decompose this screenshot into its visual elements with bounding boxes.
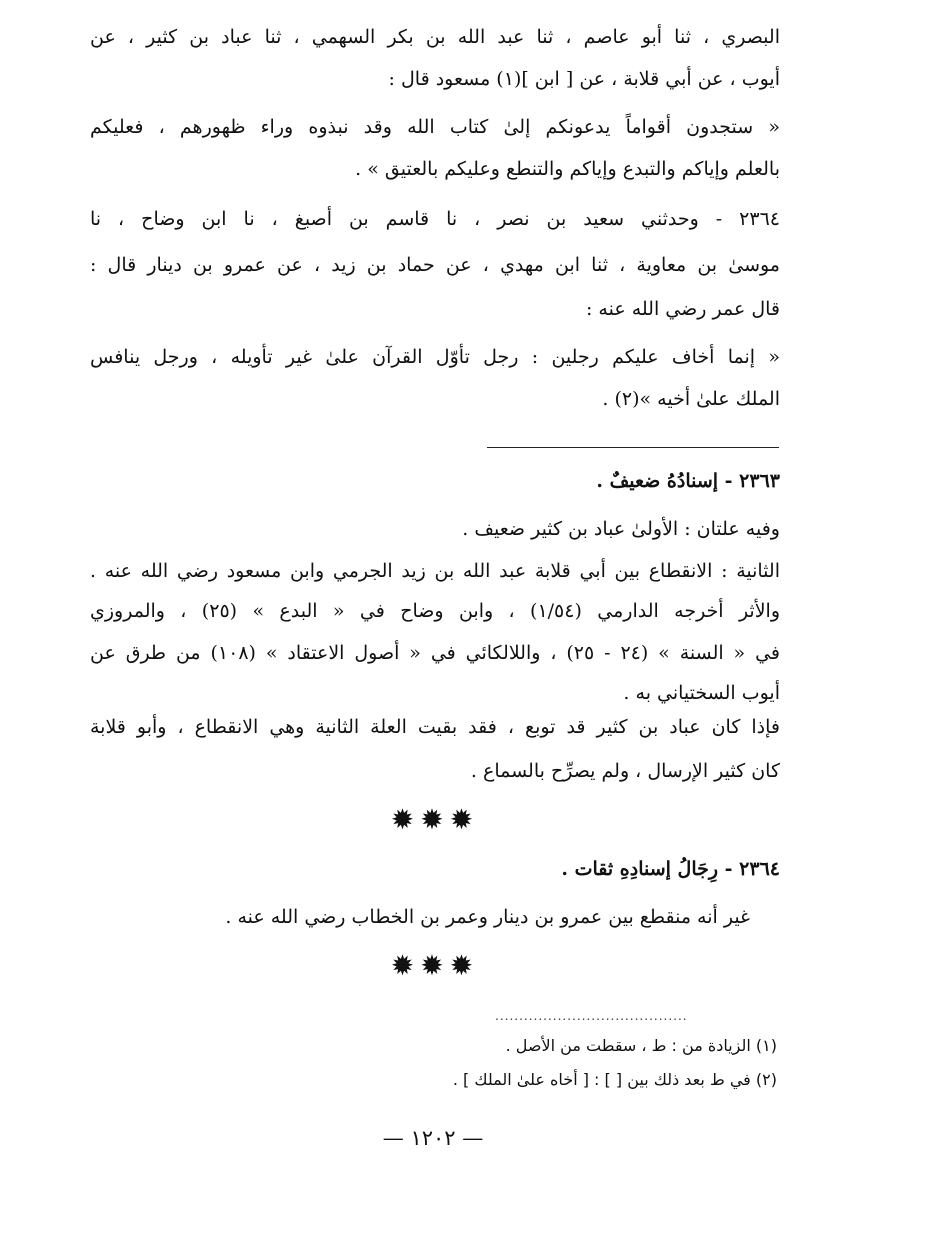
section-divider (487, 447, 779, 448)
text-line: « ستجدون أقواماً يدعونكم إلىٰ كتاب الله وقد نبذوه وراء ظهورهم ، فعليكم (90, 116, 780, 138)
commentary-heading: ٢٣٦٣ - إسنادُهُ ضعيفٌ . (596, 470, 780, 492)
commentary-line: كان كثير الإرسال ، ولم يصرِّح بالسماع . (470, 760, 780, 782)
commentary-line: غير أنه منقطع بين عمرو بن دينار وعمر بن الخطاب رضي الله عنه . (225, 906, 750, 928)
commentary-line: الثانية : الانقطاع بين أبي قلابة عبد الله بن زيد الجرمي وابن مسعود رضي الله عنه . (90, 560, 780, 582)
text-line: بالعلم وإياكم والتبدع وإياكم والتنطع وعليكم بالعتيق » . (355, 158, 780, 180)
page-number: — ١٢٠٢ — (382, 1126, 484, 1150)
commentary-line: أيوب السختياني به . (623, 682, 780, 704)
text-line: الملك علىٰ أخيه »(٢) . (602, 388, 780, 410)
text-line: قال عمر رضي الله عنه : (585, 298, 780, 320)
text-line: « إنما أخاف عليكم رجلين : رجل تأوّل القرآن علىٰ غير تأويله ، ورجل ينافس (90, 346, 780, 368)
commentary-line: فإذا كان عباد بن كثير قد توبع ، فقد بقيت العلة الثانية وهي الانقطاع ، وأبو قلابة (90, 716, 780, 738)
footnote-separator: ........................................ (495, 1010, 688, 1022)
commentary-line: في « السنة » (٢٤ - ٢٥) ، واللالكائي في « أصول الاعتقاد » (١٠٨) من طرق عن (90, 642, 780, 664)
text-line: موسىٰ بن معاوية ، ثنا ابن مهدي ، عن حماد بن زيد ، عن عمرو بن دينار قال : (90, 254, 780, 276)
cropped-top-line (150, 0, 780, 4)
text-line: أيوب ، عن أبي قلابة ، عن [ ابن ](١) مسعود قال : (388, 68, 780, 90)
section-stars: ✹✹✹ (390, 949, 480, 982)
footnote: (٢) في ط بعد ذلك بين [ ] : [ أخاه علىٰ الملك ] . (452, 1070, 777, 1089)
footnote: (١) الزيادة من : ط ، سقطت من الأصل . (505, 1036, 777, 1055)
section-stars: ✹✹✹ (390, 803, 480, 836)
text-line: البصري ، ثنا أبو عاصم ، ثنا عبد الله بن بكر السهمي ، ثنا عباد بن كثير ، عن (90, 26, 780, 48)
commentary-line: وفيه علتان : الأولىٰ عباد بن كثير ضعيف . (462, 518, 780, 540)
commentary-line: والأثر أخرجه الدارمي (١/٥٤) ، وابن وضاح في « البدع » (٢٥) ، والمروزي (90, 600, 781, 622)
hadith-number-line: ٢٣٦٤ - وحدثني سعيد بن نصر ، نا قاسم بن أصبغ ، نا ابن وضاح ، نا (90, 208, 780, 230)
commentary-heading: ٢٣٦٤ - رِجَالُ إسنادِهِ ثقات . (561, 858, 780, 880)
